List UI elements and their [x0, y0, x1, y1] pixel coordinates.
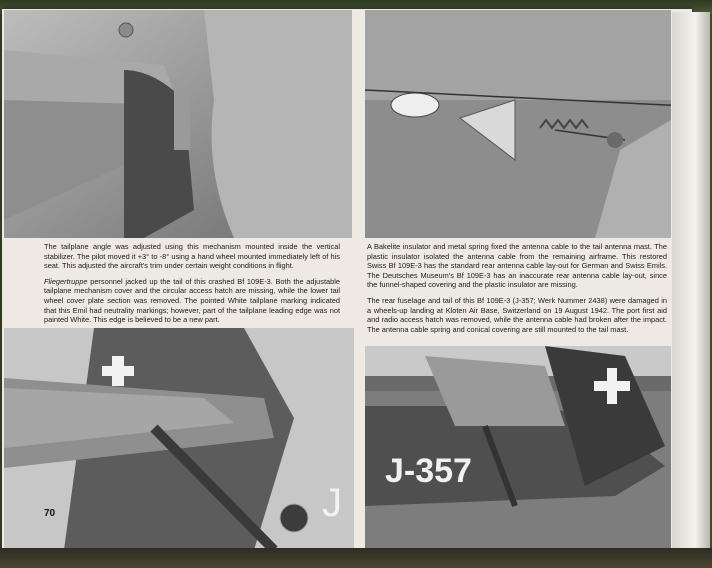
- caption-text: A Bakelite insulator and metal spring fixed the antenna cable to the tail antenna mast. The plastic insulator isolated the antenna cable from the remaining airframe. This restored Swiss Bf 109E-3 has the standard rear antenna cable lay-out for German and Swiss Emils. The Deutsches Museum's Bf 109E-3 has an inaccurate rear antenna cable lay-out, since the funnel-shaped covering and the plastic insulator are missing.: [367, 242, 667, 290]
- caption-antenna: [367, 242, 667, 290]
- caption-tailplane-mechanism: [44, 242, 340, 271]
- caption-right: [367, 242, 667, 340]
- photo-j357-wreck: [365, 346, 671, 550]
- caption-left: [44, 242, 340, 331]
- tail-code: J: [322, 481, 342, 525]
- photo-antenna-insulator: [365, 10, 671, 238]
- background-ground-bottom: [0, 548, 712, 568]
- page-edge: [672, 12, 710, 552]
- photo-tailplane-mechanism: [4, 10, 352, 238]
- caption-text: personnel jacked up the tail of this crashed Bf 109E-3. Both the adjustable tailplane mechanism cover and the circular access hatch are missing, while the lower tail wheel cover plate section was removed. The pointed White tailplane marking indicated that this Emil had neutrality markings; however, part of the tailplane leading edge was not painted White. This edge is believed to be a new part.: [44, 276, 340, 325]
- caption-j357: [367, 296, 667, 334]
- caption-lead: Fliegertruppe: [44, 276, 88, 286]
- fuselage-code: J-357: [385, 452, 472, 490]
- photo-crashed-tail: [4, 328, 354, 550]
- page-number: 70: [44, 508, 56, 519]
- caption-crashed-tail: [44, 277, 340, 325]
- caption-text: The rear fuselage and tail of this Bf 109E-3 (J-357; Werk Nummer 2438) were damaged in a wheels-up landing at Kloten Air Base, Switzerland on 19 August 1942. The port first aid and radio access hatch was removed, while the antenna cable had broken after the impact. The antenna cable spring and conical covering are still mounted to the tail mast.: [367, 295, 667, 334]
- caption-text: The tailplane angle was adjusted using this mechanism mounted inside the vertical stabilizer. The pilot moved it +3° to -8° using a hand wheel mounted immediately left of his seat. This adjusted the aircraft's trim under certain weight conditions in flight.: [44, 242, 340, 271]
